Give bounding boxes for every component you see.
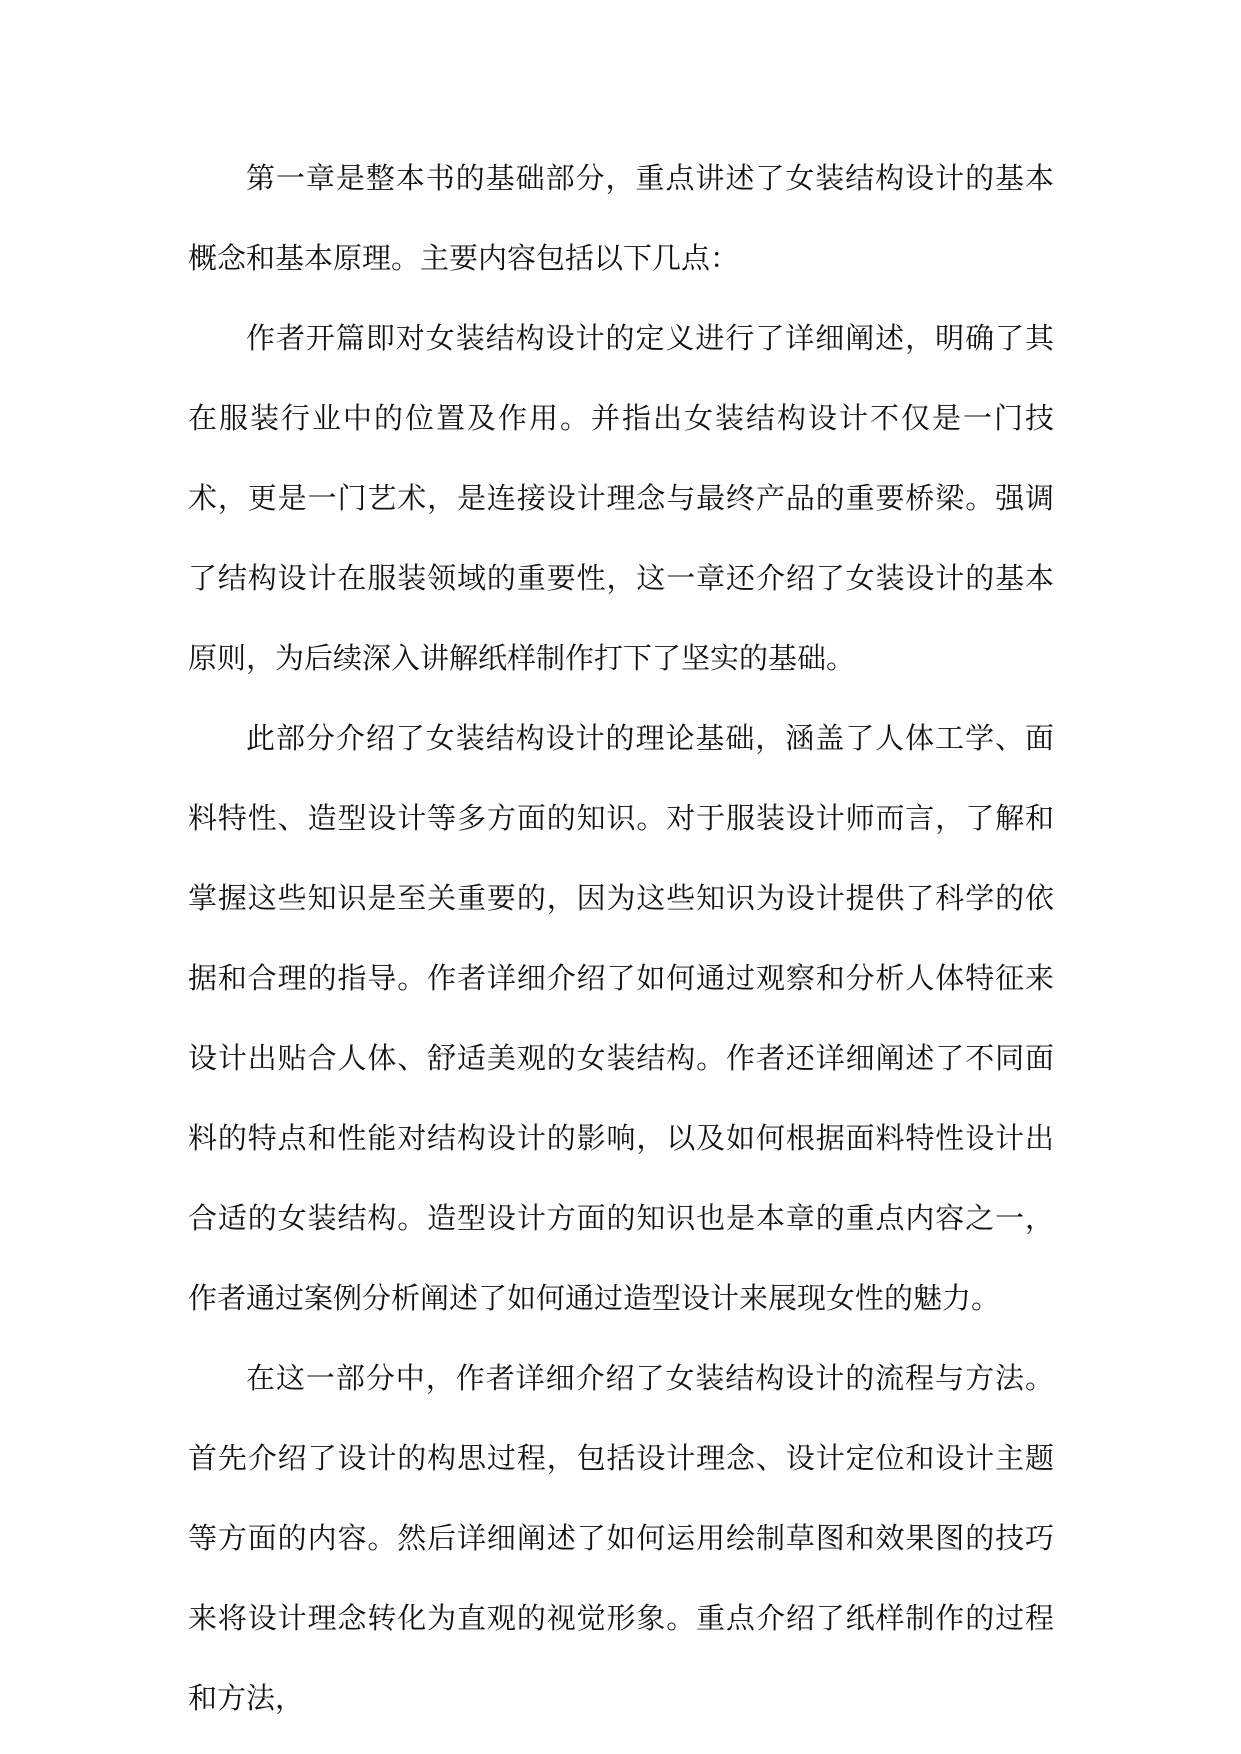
paragraph-1: 第一章是整本书的基础部分，重点讲述了女装结构设计的基本概念和基本原理。主要内容包括以下几点： (188, 161, 1054, 275)
paragraph-3: 此部分介绍了女装结构设计的理论基础，涵盖了人体工学、面料特性、造型设计等多方面的知识。对于服装设计师而言，了解和掌握这些知识是至关重要的，因为这些知识为设计提供了科学的依据和合理的指导。作者详细介绍了如何通过观察和分析人体特征来设计出贴合人体、舒适美观的女装结构。作者还详细阐述了不同面料的特点和性能对结构设计的影响，以及如何根据面料特性设计出合适的女装结构。造型设计方面的知识也是本章的重点内容之一，作者通过案例分析阐述了如何通过造型设计来展现女性的魅力。 (188, 721, 1054, 1315)
paragraph-4: 在这一部分中，作者详细介绍了女装结构设计的流程与方法。首先介绍了设计的构思过程，包括设计理念、设计定位和设计主题等方面的内容。然后详细阐述了如何运用绘制草图和效果图的技巧来将设计理念转化为直观的视觉形象。重点介绍了纸样制作的过程和方法， (188, 1361, 1054, 1715)
paragraph-2: 作者开篇即对女装结构设计的定义进行了详细阐述，明确了其在服装行业中的位置及作用。并指出女装结构设计不仅是一门技术，更是一门艺术，是连接设计理念与最终产品的重要桥梁。强调了结构设计在服装领域的重要性，这一章还介绍了女装设计的基本原则，为后续深入讲解纸样制作打下了坚实的基础。 (188, 321, 1054, 675)
body-text (188, 138, 1054, 1738)
